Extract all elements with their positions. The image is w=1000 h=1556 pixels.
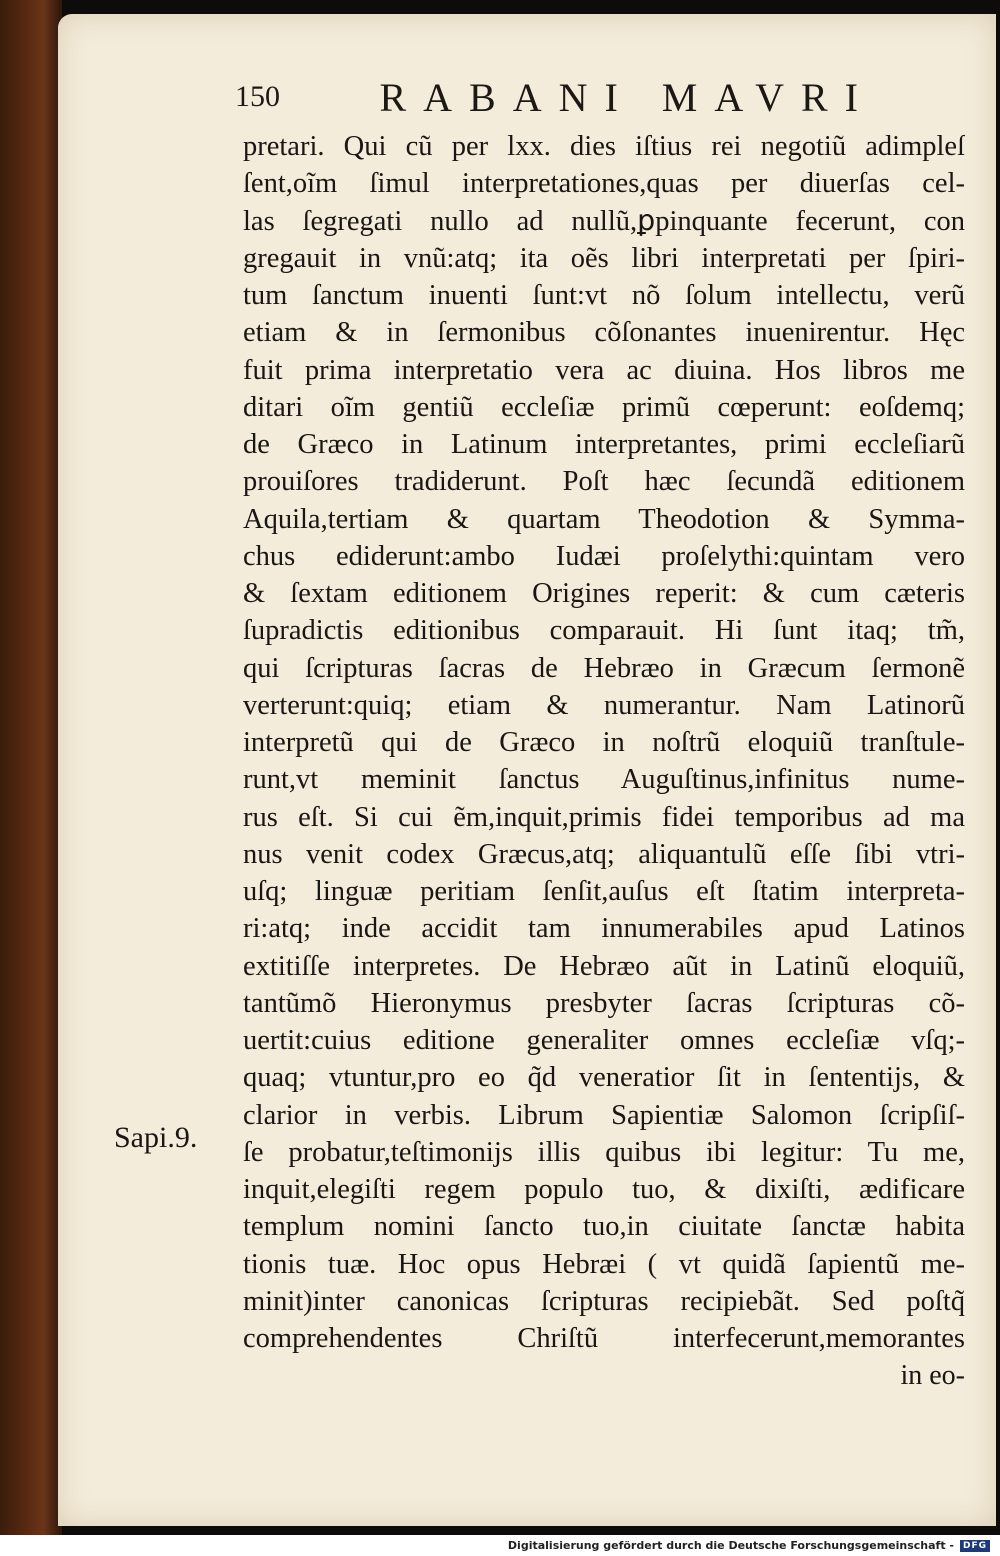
text-line: qui ſcripturas ſacras de Hebræo in Græcum ſermonẽ xyxy=(243,652,965,684)
text-line: minit)inter canonicas ſcripturas recipiebãt. Sed poſtq̃ xyxy=(243,1285,965,1317)
text-line: etiam & in ſermonibus cõſonantes inuenirentur. Hęc xyxy=(243,317,965,349)
text-line: & ſextam editionem Origines reperit: & cum cæteris xyxy=(243,578,965,609)
dfg-logo: DFG xyxy=(960,1540,990,1552)
text-line: prouiſores tradiderunt. Poſt hæc ſecundã editionem xyxy=(243,466,965,498)
text-line: tionis tuæ. Hoc opus Hebræi ( vt quidã ſapientũ me- xyxy=(243,1248,965,1280)
text-line: templum nomini ſancto tuo,in ciuitate ſanctæ habita xyxy=(243,1211,965,1243)
text-line: chus ediderunt:ambo Iudæi proſelythi:quintam vero xyxy=(243,540,965,572)
text-line: runt,vt meminit ſanctus Auguſtinus,infinitus nume- xyxy=(243,764,965,796)
text-line: inquit,elegiſti regem populo tuo, & dixiſti, ædificare xyxy=(243,1174,965,1205)
text-line: ſe probatur,teſtimonijs illis quibus ibi legitur: Tu me, xyxy=(243,1136,965,1168)
text-line: ſent,oĩm ſimul interpretationes,quas per diuerſas cel- xyxy=(243,168,965,200)
text-line: uſq; linguæ peritiam ſenſit,auſus eſt ſtatim interpreta- xyxy=(243,876,965,907)
text-line: comprehendentes Chriſtũ interfecerunt,memorantes xyxy=(243,1323,965,1354)
text-line: las ſegregati nullo ad nullũ,ꝑpinquante fecerunt, con xyxy=(243,205,965,237)
text-line: uertit:cuius editione generaliter omnes eccleſiæ vſq;- xyxy=(243,1025,965,1056)
catchword: in eo- xyxy=(900,1360,965,1392)
text-line: de Græco in Latinum interpretantes, primi eccleſiarũ xyxy=(243,429,965,460)
text-line: ſupradictis editionibus comparauit. Hi ſunt itaq; tm̃, xyxy=(243,615,965,647)
running-head xyxy=(235,70,875,124)
text-line: interpretũ qui de Græco in noſtrũ eloquiũ tranſtule- xyxy=(243,727,965,758)
text-line: extitiſſe interpretes. De Hebræo aũt in Latinũ eloquiũ, xyxy=(243,950,965,982)
text-line: rus eſt. Si cui ẽm,inquit,primis fidei temporibus ad ma xyxy=(243,801,965,833)
text-line: pretari. Qui cũ per lxx. dies iſtius rei negotiũ adimpleſ xyxy=(243,131,965,162)
margin-note: Sapi.9. xyxy=(114,1121,198,1154)
text-line: verterunt:quiq; etiam & numerantur. Nam Latinorũ xyxy=(243,689,965,721)
book-binding-edge xyxy=(0,0,62,1535)
funding-credit: Digitalisierung gefördert durch die Deutsche Forschungsgemeinschaft - xyxy=(507,1539,954,1552)
text-line: nus venit codex Græcus,atq; aliquantulũ eſſe ſibi vtri- xyxy=(243,838,965,870)
text-line: ri:atq; inde accidit tam innumerabiles apud Latinos xyxy=(243,913,965,945)
text-line: gregauit in vnũ:atq; ita oẽs libri interpretati per ſpiri- xyxy=(243,242,965,274)
text-line: Aquila,tertiam & quartam Theodotion & Symma- xyxy=(243,503,965,535)
footer-bar xyxy=(0,1535,1000,1556)
running-title: RABANI MAVRI xyxy=(379,74,875,120)
text-line: ditari oĩm gentiũ eccleſiæ primũ cœperunt: eoſdemq; xyxy=(243,391,965,423)
text-line: fuit prima interpretatio vera ac diuina. Hos libros me xyxy=(243,354,965,386)
text-line: tum ſanctum inuenti ſunt:vt nõ ſolum intellectu, verũ xyxy=(243,280,965,311)
text-line: tantũmõ Hieronymus presbyter ſacras ſcripturas cõ- xyxy=(243,987,965,1019)
text-block xyxy=(243,128,965,1395)
text-line: clarior in verbis. Librum Sapientiæ Salomon ſcripſiſ- xyxy=(243,1099,965,1131)
text-line: quaq; vtuntur,pro eo q̃d veneratior ſit in ſententijs, & xyxy=(243,1062,965,1094)
page-number: 150 xyxy=(235,80,280,113)
